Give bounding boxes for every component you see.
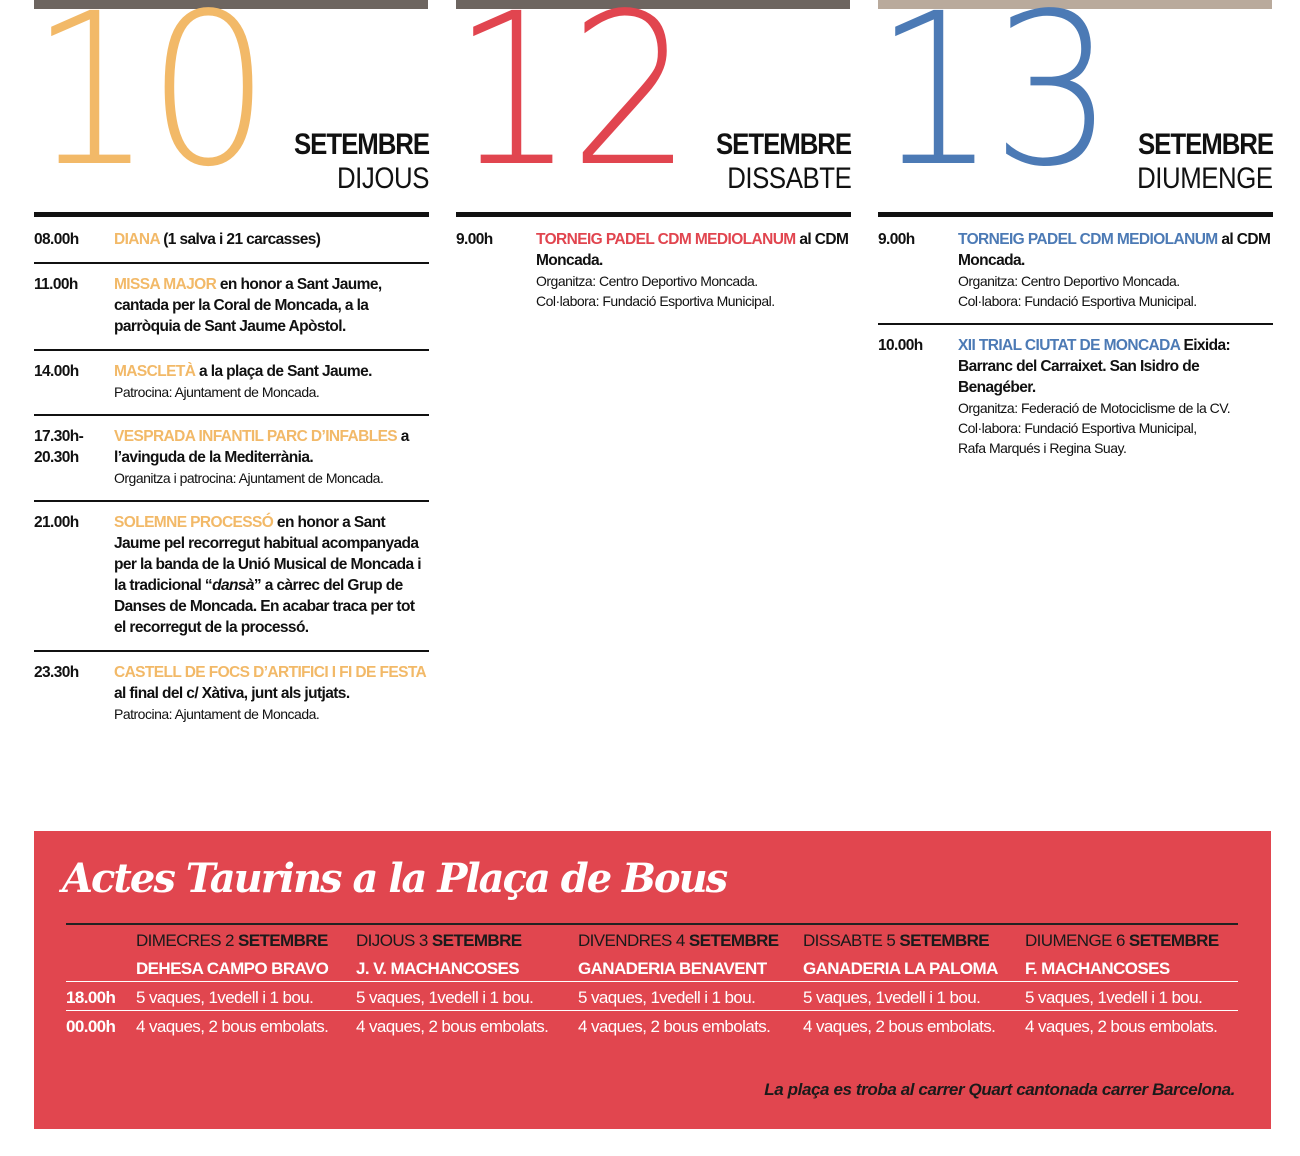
event-list [34, 229, 429, 746]
row-time: 18.00h [66, 988, 116, 1007]
day-number: 12 [452, 0, 687, 213]
day-number: 13 [874, 0, 1109, 213]
table-day-header: DIVENDRES 4 SETEMBRE [578, 931, 779, 950]
table-month: SETEMBRE [431, 931, 522, 950]
event-item [878, 335, 1273, 470]
event-highlight: SOLEMNE PROCESSÓ [114, 514, 274, 531]
event-time: 9.00h [456, 231, 493, 248]
event-time: 17.30h- 20.30h [34, 428, 84, 466]
table-month: SETEMBRE [1128, 931, 1219, 950]
event-body [536, 229, 851, 311]
event-text: Eixida: Barranc del Carraixet. San Isidro de Benagéber. [958, 337, 1231, 396]
event-highlight: MISSA MAJOR [114, 276, 217, 293]
event-body [114, 426, 429, 488]
event-highlight: CASTELL DE FOCS D’ARTIFICI I FI DE FESTA [114, 664, 426, 681]
event-note: Patrocina: Ajuntament de Moncada. [114, 706, 320, 722]
event-item [34, 361, 429, 416]
heading-rule [34, 212, 429, 217]
taurins-table [66, 923, 1238, 1039]
day-column [452, 0, 851, 790]
table-day-header: DIJOUS 3 SETEMBRE [356, 931, 522, 950]
event-note: Rafa Marqués i Regina Suay. [958, 440, 1127, 456]
event-highlight: TORNEIG PADEL CDM MEDIOLANUM [536, 231, 796, 248]
event-body [114, 512, 429, 638]
heading-rule [878, 212, 1273, 217]
taurins-title: Actes Taurins a la Plaça de Bous [62, 855, 727, 902]
event-text: en honor a Sant Jaume pel recorregut habitual acompanyada per la banda de la Unió Musical de Moncada i la tradicional “dansà” a càrrec del Grup de Danses de Moncada. En acabar traca per tot el recorregut de la processó. [114, 514, 421, 636]
event-highlight: VESPRADA INFANTIL PARC D’INFABLES [114, 428, 398, 445]
event-body [114, 229, 429, 250]
ganaderia-name: F. MACHANCOSES [1025, 959, 1170, 978]
event-note: Organitza: Centro Deportivo Moncada. [958, 273, 1180, 289]
event-list [878, 229, 1273, 480]
event-note: Col·labora: Fundació Esportiva Municipal. [958, 293, 1197, 309]
event-item [34, 512, 429, 652]
ganaderia-row [66, 953, 1238, 981]
ganaderia-name: DEHESA CAMPO BRAVO [136, 959, 329, 978]
event-body [114, 662, 429, 724]
event-note: Organitza i patrocina: Ajuntament de Moncada. [114, 470, 384, 486]
actes-taurins-panel [34, 831, 1271, 1129]
event-item [456, 229, 851, 323]
event-text: (1 salva i 21 carcasses) [159, 231, 321, 248]
event-time: 10.00h [878, 337, 923, 354]
month-label: SETEMBRE [293, 128, 429, 161]
event-note: Col·labora: Fundació Esportiva Municipal. [536, 293, 775, 309]
event-body [114, 274, 429, 337]
row1-value: 5 vaques, 1vedell i 1 bou. [136, 988, 314, 1007]
weekday-label: DIJOUS [336, 162, 429, 195]
row2-value: 4 vaques, 2 bous embolats. [803, 1017, 996, 1036]
event-text: al CDM Moncada. [958, 231, 1271, 269]
month-label: SETEMBRE [1137, 128, 1273, 161]
row2-value: 4 vaques, 2 bous embolats. [578, 1017, 771, 1036]
event-text: al CDM Moncada. [536, 231, 849, 269]
event-item [34, 426, 429, 502]
weekday-label: DIUMENGE [1137, 162, 1273, 195]
weekday-label: DISSABTE [726, 162, 851, 195]
event-list [456, 229, 851, 333]
event-item [34, 274, 429, 351]
event-body [958, 335, 1273, 458]
row1-value: 5 vaques, 1vedell i 1 bou. [1025, 988, 1203, 1007]
row1-value: 5 vaques, 1vedell i 1 bou. [803, 988, 981, 1007]
day-column [30, 0, 429, 790]
table-day-header: DIUMENGE 6 SETEMBRE [1025, 931, 1219, 950]
row2-value: 4 vaques, 2 bous embolats. [1025, 1017, 1218, 1036]
event-time: 9.00h [878, 231, 915, 248]
month-label: SETEMBRE [715, 128, 851, 161]
ganaderia-name: GANADERIA LA PALOMA [803, 959, 998, 978]
taurins-footer: La plaça es troba al carrer Quart cantonada carrer Barcelona. [764, 1080, 1235, 1099]
ganaderia-name: GANADERIA BENAVENT [578, 959, 767, 978]
day-number: 10 [30, 0, 265, 213]
event-text: a l’avinguda de la Mediterrània. [114, 428, 409, 466]
event-time: 14.00h [34, 363, 79, 380]
event-highlight: XII TRIAL CIUTAT DE MONCADA [958, 337, 1180, 354]
event-item [34, 229, 429, 264]
event-time: 11.00h [34, 276, 78, 293]
event-note: Organitza: Federació de Motociclisme de la CV. [958, 400, 1231, 416]
event-item [878, 229, 1273, 325]
event-text: en honor a Sant Jaume, cantada per la Coral de Moncada, a la parròquia de Sant Jaume Apòstol. [114, 276, 382, 335]
row-time: 00.00h [66, 1017, 116, 1036]
row2-value: 4 vaques, 2 bous embolats. [356, 1017, 549, 1036]
event-highlight: TORNEIG PADEL CDM MEDIOLANUM [958, 231, 1218, 248]
event-note: Col·labora: Fundació Esportiva Municipal, [958, 420, 1197, 436]
table-day-header: DISSABTE 5 SETEMBRE [803, 931, 990, 950]
event-time: 23.30h [34, 664, 79, 681]
ganaderia-name: J. V. MACHANCOSES [356, 959, 519, 978]
event-highlight: DIANA [114, 231, 160, 248]
event-body [958, 229, 1273, 311]
event-note: Organitza: Centro Deportivo Moncada. [536, 273, 758, 289]
heading-rule [456, 212, 851, 217]
event-item [34, 662, 429, 736]
table-day-header: DIMECRES 2 SETEMBRE [136, 931, 328, 950]
header-row [66, 925, 1238, 953]
event-highlight: MASCLETÀ [114, 363, 196, 380]
row2-value: 4 vaques, 2 bous embolats. [136, 1017, 329, 1036]
time-row-2 [66, 1011, 1238, 1039]
event-text: a la plaça de Sant Jaume. [195, 363, 372, 380]
event-body [114, 361, 429, 402]
event-text: al final del c/ Xàtiva, junt als jutjats. [114, 685, 350, 702]
table-month: SETEMBRE [899, 931, 990, 950]
event-note: Patrocina: Ajuntament de Moncada. [114, 384, 320, 400]
event-time: 21.00h [34, 514, 79, 531]
row1-value: 5 vaques, 1vedell i 1 bou. [578, 988, 756, 1007]
row1-value: 5 vaques, 1vedell i 1 bou. [356, 988, 534, 1007]
table-month: SETEMBRE [688, 931, 779, 950]
table-month: SETEMBRE [238, 931, 328, 950]
day-column [874, 0, 1273, 790]
event-time: 08.00h [34, 231, 79, 248]
time-row-1 [66, 982, 1238, 1010]
